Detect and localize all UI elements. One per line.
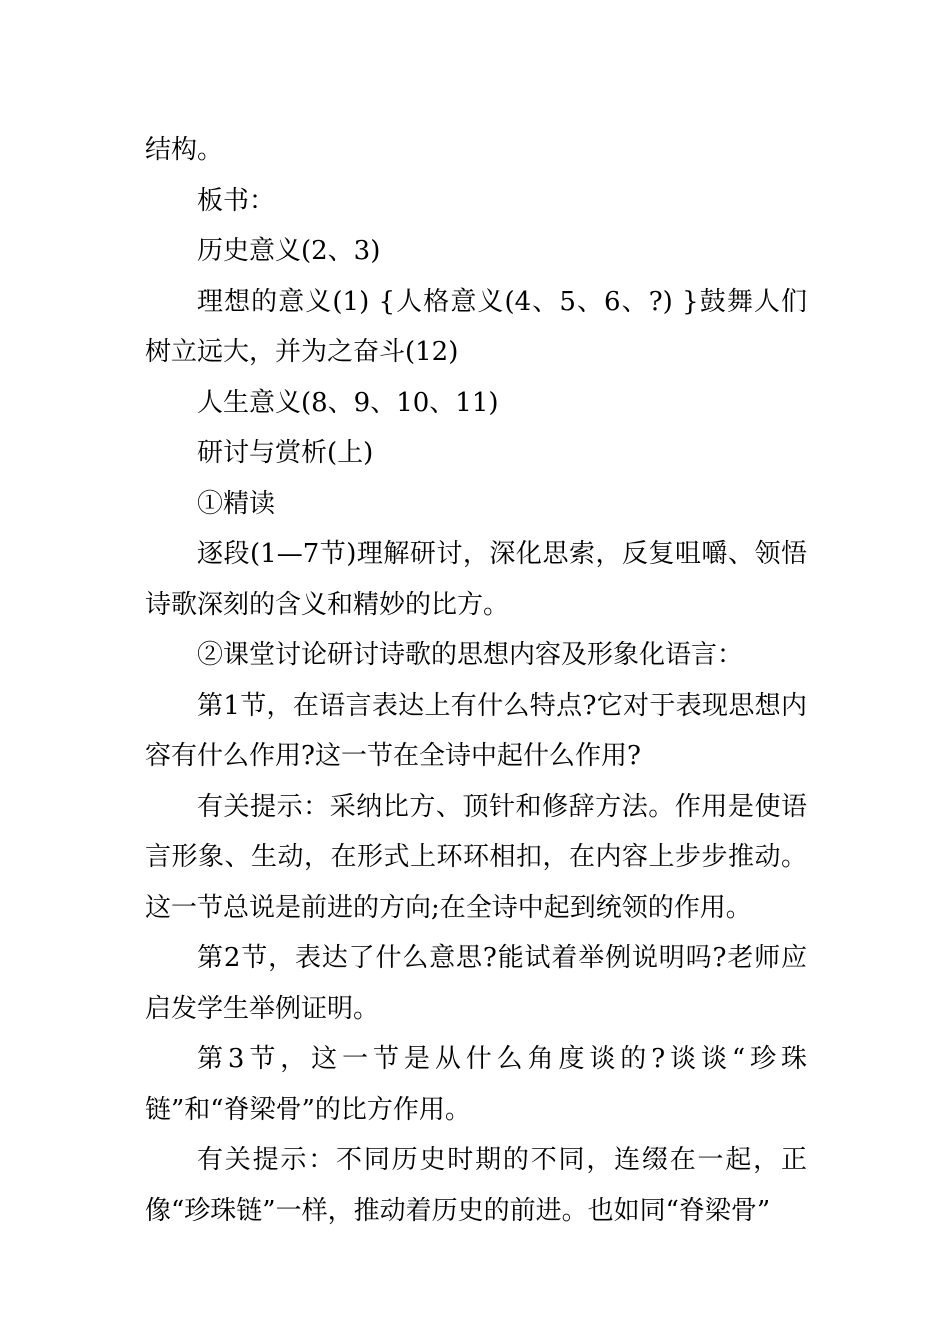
paragraph-3: 历史意义(2、3) (197, 236, 381, 266)
document-body (145, 125, 807, 1236)
paragraph-9: ②课堂讨论研讨诗歌的思想内容及形象化语言： (197, 640, 744, 670)
paragraph-12: 第2节，表达了什么意思?能试着举例说明吗?老师应启发学生举例证明。 (145, 943, 807, 1024)
paragraph-8: 逐段(1—7节)理解研讨，深化思索，反复咀嚼、领悟诗歌深刻的含义和精妙的比方。 (145, 539, 807, 620)
paragraph-2: 板书： (197, 185, 276, 216)
paragraph-10: 第1节，在语言表达上有什么特点?它对于表现思想内容有什么作用?这一节在全诗中起什么作用? (145, 690, 807, 771)
paragraph-1: 结构。 (145, 135, 224, 165)
paragraph-7: ①精读 (197, 488, 276, 519)
paragraph-6: 研讨与赏析(上) (197, 438, 374, 468)
paragraph-4: 理想的意义(1) {人格意义(4、5、6、?) }鼓舞人们树立远大，并为之奋斗(12) (145, 286, 807, 367)
paragraph-13: 第3节，这一节是从什么角度谈的?谈谈“珍珠链”和“脊梁骨”的比方作用。 (145, 1044, 807, 1125)
paragraph-14: 有关提示：不同历史时期的不同，连缀在一起，正像“珍珠链”一样，推动着历史的前进。也如同“脊梁骨” (145, 1145, 807, 1226)
paragraph-11: 有关提示：采纳比方、顶针和修辞方法。作用是使语言形象、生动，在形式上环环相扣，在内容上步步推动。这一节总说是前进的方向;在全诗中起到统领的作用。 (145, 791, 807, 923)
paragraph-5: 人生意义(8、9、10、11) (197, 387, 499, 418)
